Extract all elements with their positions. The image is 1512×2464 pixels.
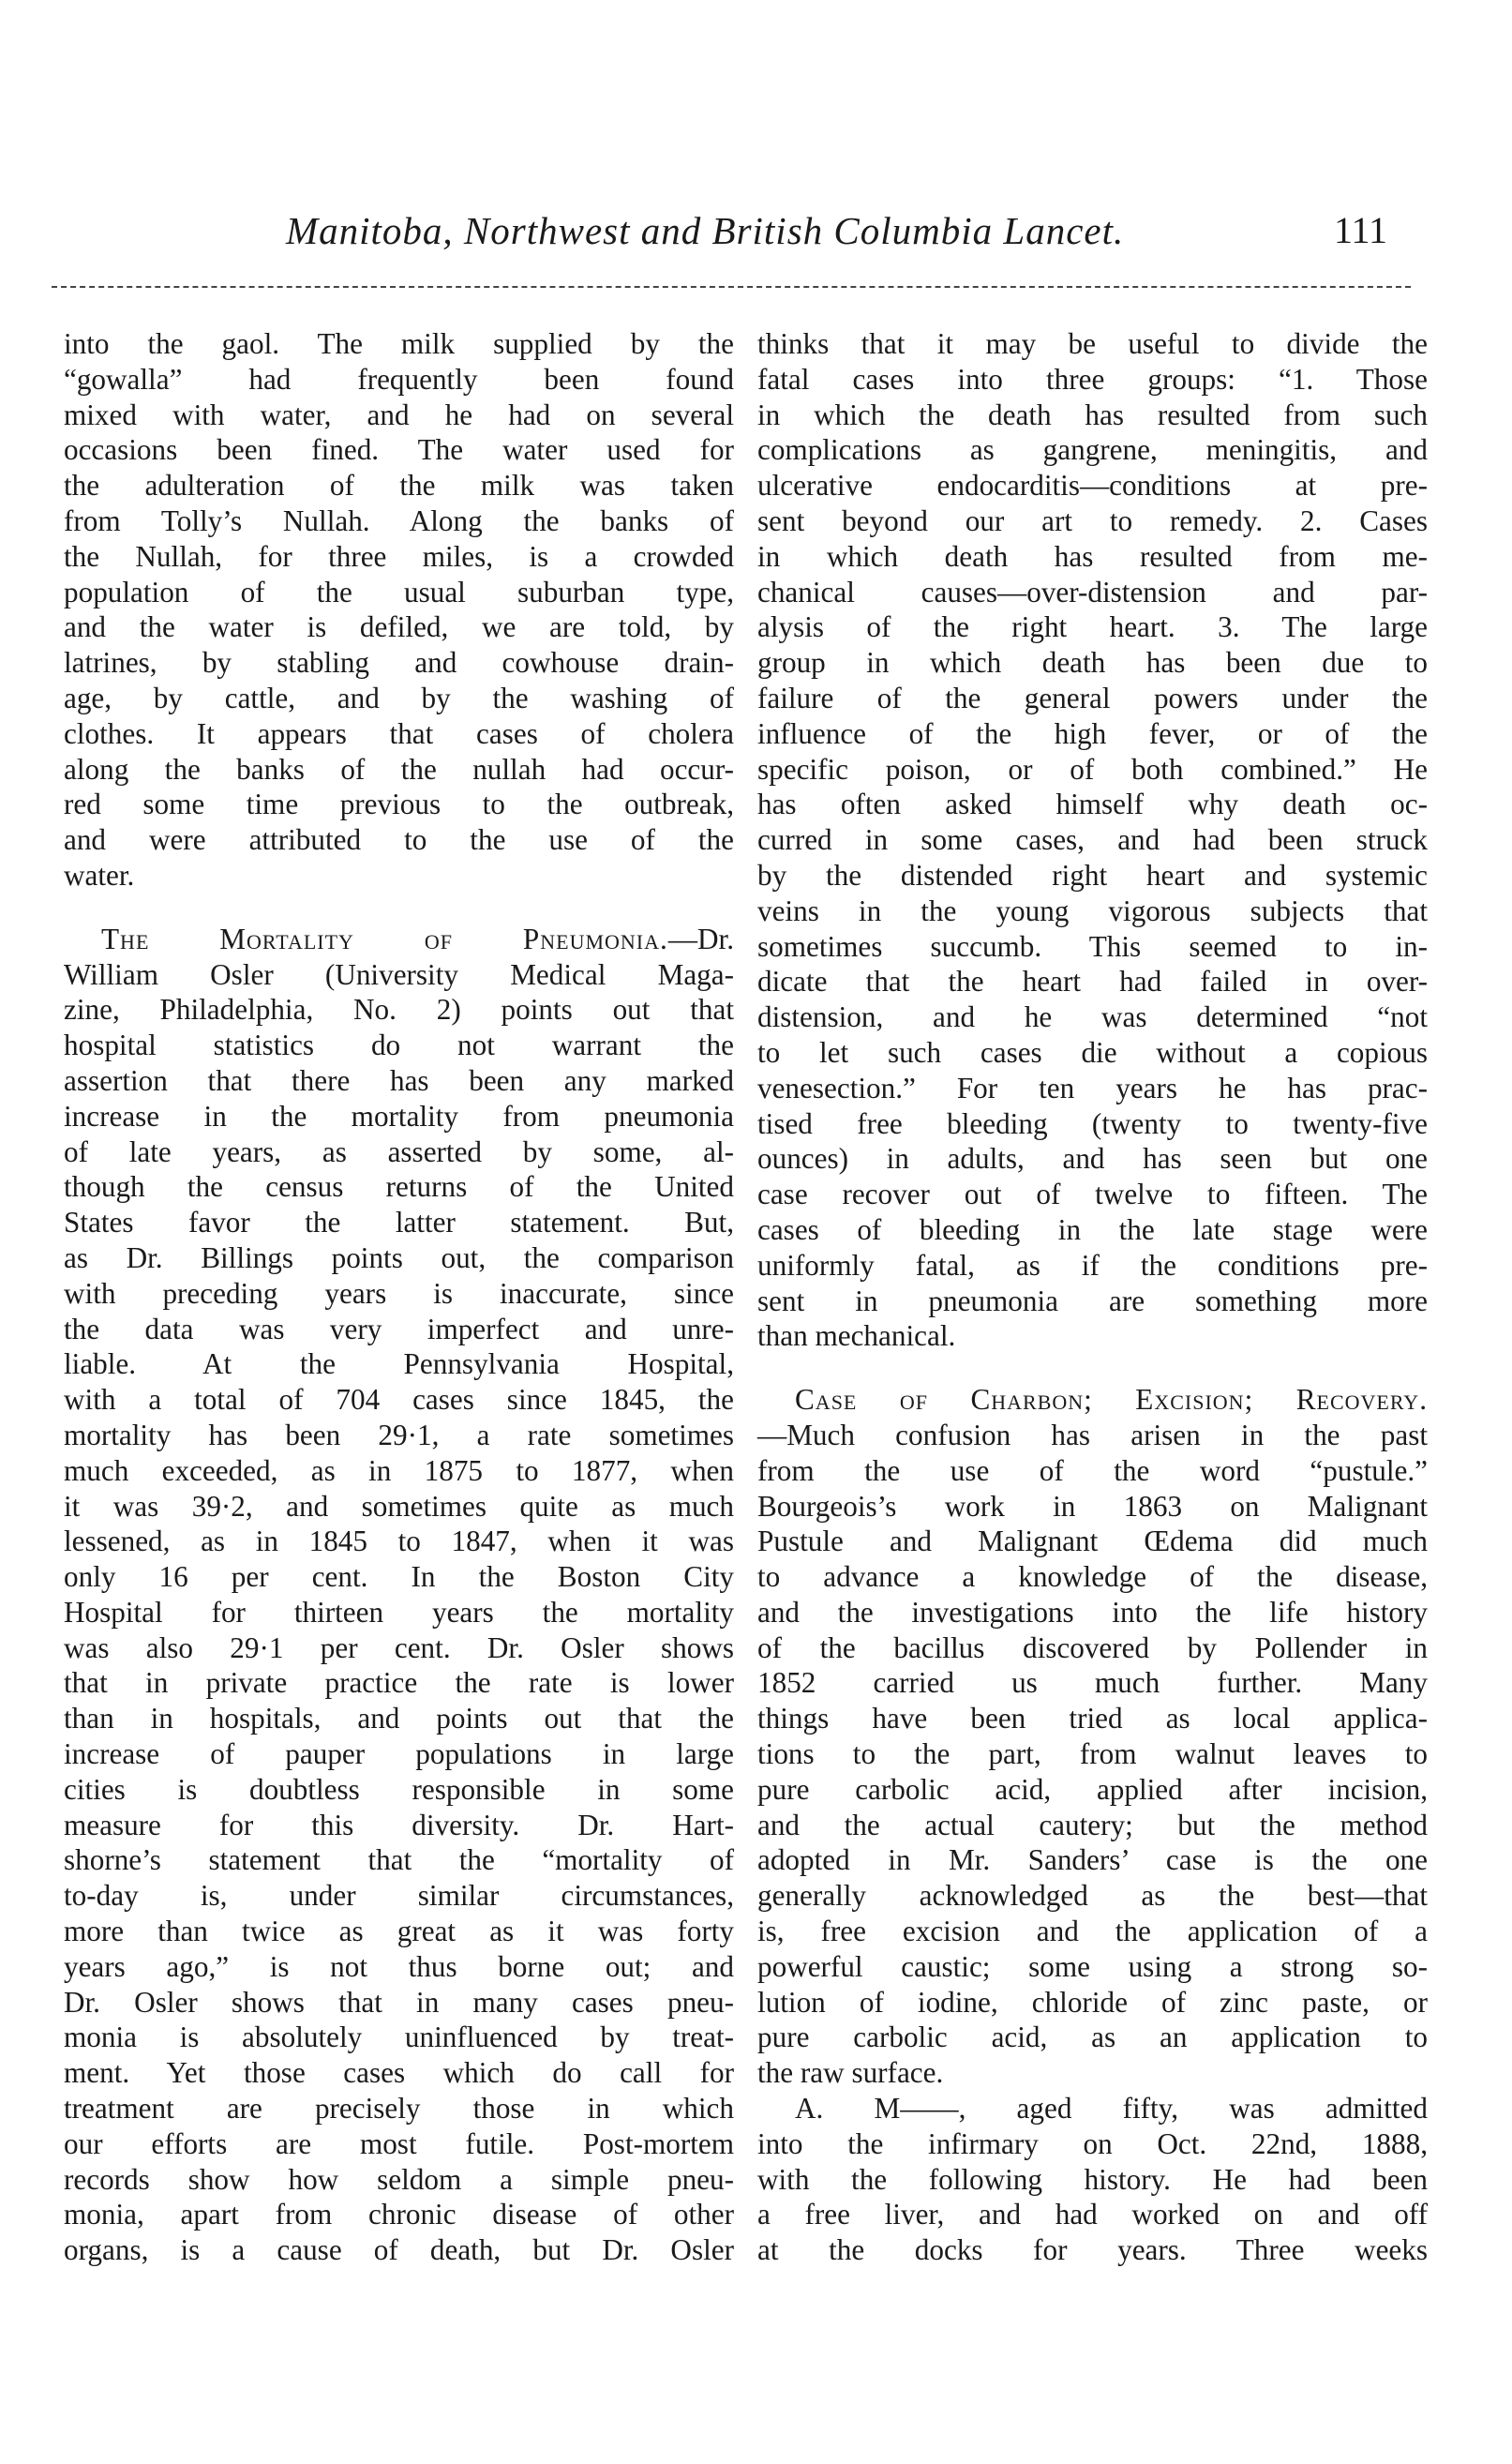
text-line: shorne’s statement that the “mortality of	[64, 1843, 734, 1877]
text-line: and the investigations into the life history	[757, 1595, 1428, 1629]
text-line: was also 29·1 per cent. Dr. Osler shows	[64, 1630, 734, 1664]
text-line: in which death has resulted from me-	[757, 539, 1428, 573]
text-line: William Osler (University Medical Maga-	[64, 957, 734, 991]
text-line: with preceding years is inaccurate, since	[64, 1276, 734, 1310]
text-line: of late years, as asserted by some, al-	[64, 1134, 734, 1168]
text-line: organs, is a cause of death, but Dr. Osler	[64, 2233, 734, 2267]
text-line: red some time previous to the outbreak,	[64, 788, 734, 821]
text-line: lution of iodine, chloride of zinc paste, or	[757, 1985, 1428, 2019]
text-line: and the water is defiled, we are told, by	[64, 610, 734, 644]
text-line: at the docks for years. Three weeks	[757, 2233, 1428, 2267]
text-line: veins in the young vigorous subjects that	[757, 894, 1428, 927]
text-line: of the bacillus discovered by Pollender in	[757, 1630, 1428, 1664]
text-line: liable. At the Pennsylvania Hospital,	[64, 1347, 734, 1381]
text-line: that in private practice the rate is lower	[64, 1666, 734, 1700]
text-line: our efforts are most futile. Post-mortem	[64, 2126, 734, 2160]
text-line: sent beyond our art to remedy. 2. Cases	[757, 503, 1428, 537]
text-line: group in which death has been due to	[757, 646, 1428, 680]
text-line: increase in the mortality from pneumonia	[64, 1099, 734, 1133]
paragraph-groups	[757, 326, 1428, 1354]
right-column	[757, 326, 1428, 2268]
text-line	[757, 1382, 1428, 1418]
text-line: and were attributed to the use of the	[64, 823, 734, 857]
text-line: though the census returns of the United	[64, 1170, 734, 1204]
text-line: uniformly fatal, as if the conditions pre-	[757, 1248, 1428, 1282]
text-line: hospital statistics do not warrant the	[64, 1029, 734, 1062]
header-rule	[52, 286, 1411, 288]
text-line: influence of the high fever, or of the	[757, 716, 1428, 750]
text-line: curred in some cases, and had been struck	[757, 823, 1428, 857]
text-line: into the gaol. The milk supplied by the	[64, 327, 734, 360]
text-line: from the use of the word “pustule.”	[757, 1453, 1428, 1487]
text-line: sent in pneumonia are something more	[757, 1284, 1428, 1317]
text-line: adopted in Mr. Sanders’ case is the one	[757, 1843, 1428, 1877]
text-line: with the following history. He had been	[757, 2162, 1428, 2196]
page-number: 111	[1333, 209, 1387, 251]
text-line: venesection.” For ten years he has prac-	[757, 1071, 1428, 1104]
text-line: clothes. It appears that cases of cholera	[64, 716, 734, 750]
paragraph-gap	[64, 894, 734, 922]
text-line: Pustule and Malignant Œdema did much	[757, 1525, 1428, 1558]
text-line: than mechanical.	[757, 1319, 956, 1353]
text-line: by the distended right heart and systemic	[757, 858, 1428, 892]
text-line: pure carbolic acid, applied after incision,	[757, 1772, 1428, 1806]
text-line: specific poison, or of both combined.” He	[757, 752, 1428, 786]
text-line: failure of the general powers under the	[757, 681, 1428, 714]
text-line: age, by cattle, and by the washing of	[64, 681, 734, 714]
running-head: Manitoba, Northwest and British Columbia Lancet.	[286, 209, 1125, 252]
text-line: much exceeded, as in 1875 to 1877, when	[64, 1453, 734, 1487]
text-line: A. M——, aged fifty, was admitted	[795, 2092, 1428, 2126]
section-heading-pneumonia: The Mortality of Pneumonia.	[101, 922, 668, 955]
text-line: —Much confusion has arisen in the past	[757, 1418, 1428, 1451]
text-line: generally acknowledged as the best—that	[757, 1879, 1428, 1913]
text-line: sometimes succumb. This seemed to in-	[757, 929, 1428, 963]
text-line: Bourgeois’s work in 1863 on Malignant	[757, 1489, 1428, 1523]
text-line: more than twice as great as it was forty	[64, 1915, 734, 1948]
text-line: is, free excision and the application of a	[757, 1915, 1428, 1948]
text-line: cities is doubtless responsible in some	[64, 1772, 734, 1806]
text-line: ment. Yet those cases which do call for	[64, 2056, 734, 2090]
text-line: monia, apart from chronic disease of other	[64, 2198, 734, 2231]
text-line: States favor the latter statement. But,	[64, 1206, 734, 1240]
text-line: with a total of 704 cases since 1845, the	[64, 1383, 734, 1417]
text-line: “gowalla” had frequently been found	[64, 362, 734, 396]
text-line: as Dr. Billings points out, the comparison	[64, 1240, 734, 1274]
text-line: alysis of the right heart. 3. The large	[757, 610, 1428, 644]
text-line: powerful caustic; some using a strong so-	[757, 1949, 1428, 1983]
page-header	[56, 208, 1387, 264]
paragraph-gaol	[64, 326, 734, 894]
text-line: tised free bleeding (twenty to twenty-five	[757, 1106, 1428, 1140]
text-line: tions to the part, from walnut leaves to	[757, 1737, 1428, 1771]
text-line: occasions been fined. The water used for	[64, 433, 734, 467]
text-line: into the infirmary on Oct. 22nd, 1888,	[757, 2126, 1428, 2160]
text-line: population of the usual suburban type,	[64, 575, 734, 608]
paragraph-case-history	[757, 2091, 1428, 2268]
text-line: Hospital for thirteen years the mortality	[64, 1595, 734, 1629]
paragraph-gap	[757, 1354, 1428, 1382]
text-line: ulcerative endocarditis—conditions at pre-	[757, 469, 1428, 503]
text-line: pure carbolic acid, as an application to	[757, 2021, 1428, 2054]
text-line: in which the death has resulted from such	[757, 398, 1428, 431]
text-line: ounces) in adults, and has seen but one	[757, 1142, 1428, 1176]
text-line: it was 39·2, and sometimes quite as much	[64, 1489, 734, 1523]
text-line: complications as gangrene, meningitis, and	[757, 433, 1428, 467]
text-line: treatment are precisely those in which	[64, 2092, 734, 2126]
text-line: Dr. Osler shows that in many cases pneu-	[64, 1985, 734, 2019]
text-line: than in hospitals, and points out that the	[64, 1702, 734, 1735]
text-line: The Mortality of Pneumonia.—Dr.	[101, 922, 734, 955]
text-line: distension, and he was determined “not	[757, 1000, 1428, 1034]
text-line: increase of pauper populations in large	[64, 1737, 734, 1771]
text-line: from Tolly’s Nullah. Along the banks of	[64, 503, 734, 537]
text-line: zine, Philadelphia, No. 2) points out that	[64, 993, 734, 1027]
text-line: 1852 carried us much further. Many	[757, 1666, 1428, 1700]
text-line: cases of bleeding in the late stage were	[757, 1212, 1428, 1246]
text-line: to advance a knowledge of the disease,	[757, 1560, 1428, 1594]
paragraph-pneumonia	[64, 922, 734, 2268]
text-line: has often asked himself why death oc-	[757, 788, 1428, 821]
text-line: measure for this diversity. Dr. Hart-	[64, 1808, 734, 1841]
paragraph-charbon	[757, 1382, 1428, 2091]
section-heading-charbon: Case of Charbon; Excision; Recovery.	[795, 1383, 1428, 1417]
text-line: the data was very imperfect and unre-	[64, 1312, 734, 1345]
text-line: mixed with water, and he had on several	[64, 398, 734, 431]
text-line: years ago,” is not thus borne out; and	[64, 1949, 734, 1983]
text-line: to-day is, under similar circumstances,	[64, 1879, 734, 1913]
left-column	[64, 326, 734, 2268]
text-line: the adulteration of the milk was taken	[64, 469, 734, 503]
text-line: monia is absolutely uninfluenced by treat-	[64, 2021, 734, 2054]
text-line: dicate that the heart had failed in over-	[757, 965, 1428, 999]
text-line: things have been tried as local applica-	[757, 1702, 1428, 1735]
text-line: and the actual cautery; but the method	[757, 1808, 1428, 1841]
text-line: fatal cases into three groups: “1. Those	[757, 362, 1428, 396]
text-line: the raw surface.	[757, 2056, 944, 2090]
text-line: the Nullah, for three miles, is a crowded	[64, 539, 734, 573]
text-line: records show how seldom a simple pneu-	[64, 2162, 734, 2196]
text-line: to let such cases die without a copious	[757, 1035, 1428, 1069]
text-line: mortality has been 29·1, a rate sometimes	[64, 1418, 734, 1451]
text-line: along the banks of the nullah had occur-	[64, 752, 734, 786]
text-line: only 16 per cent. In the Boston City	[64, 1560, 734, 1594]
text-line: lessened, as in 1845 to 1847, when it was	[64, 1525, 734, 1558]
text-line: water.	[64, 858, 135, 892]
text-line: assertion that there has been any marked	[64, 1063, 734, 1097]
text-line: thinks that it may be useful to divide the	[757, 327, 1428, 360]
text-line: latrines, by stabling and cowhouse drain-	[64, 646, 734, 680]
text-line: case recover out of twelve to fifteen. The	[757, 1178, 1428, 1211]
text-line: a free liver, and had worked on and off	[757, 2198, 1428, 2231]
text-line: chanical causes—over-distension and par-	[757, 575, 1428, 608]
